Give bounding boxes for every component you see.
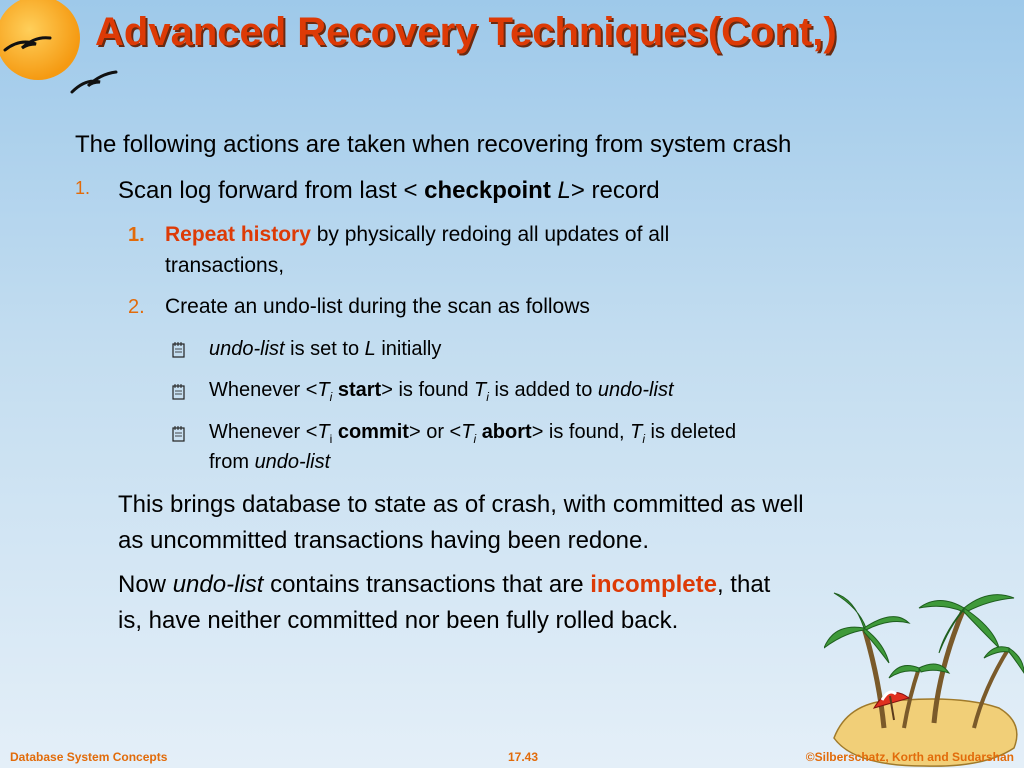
substep-1-text: Repeat history by physically redoing all updates of all bbox=[165, 223, 670, 246]
substep-1-marker: 1. bbox=[128, 224, 145, 246]
notepad-bullet-icon bbox=[172, 342, 186, 358]
bullet-start-found: Whenever $<T_i$ start> is found $T_i$ is added to undo-list bbox=[209, 379, 674, 404]
paragraph-state-line1: This brings database to state as of crash, with committed as well bbox=[118, 491, 804, 518]
bullet-undo-list-init: undo-list is set to L initially bbox=[209, 338, 442, 360]
slide-title: Advanced Recovery Techniques(Cont,) bbox=[95, 10, 837, 54]
bullet-commit-abort-found: Whenever $<T_i$ commit> or $<T_i$ abort> is found, $T_i$ is deleted bbox=[209, 421, 737, 446]
bullet-commit-abort-line2: from undo-list bbox=[209, 451, 331, 473]
step-1-text: Scan log forward from last < checkpoint L> record bbox=[118, 177, 660, 204]
paragraph-undo-list-line1: Now undo-list contains transactions that are incomplete, that bbox=[118, 571, 771, 598]
palm-island-icon bbox=[824, 588, 1024, 768]
footer-course-title: Database System Concepts bbox=[10, 750, 168, 764]
footer-copyright: ©Silberschatz, Korth and Sudarshan bbox=[805, 750, 1014, 764]
paragraph-state-line2: as uncommitted transactions having been redone. bbox=[118, 527, 649, 554]
substep-1-text-line2: transactions, bbox=[165, 254, 285, 277]
substep-2-marker: 2. bbox=[128, 296, 145, 318]
notepad-bullet-icon bbox=[172, 426, 186, 442]
paragraph-undo-list-line2: is, have neither committed nor been fully rolled back. bbox=[118, 607, 679, 634]
footer-page-number: 17.43 bbox=[508, 750, 539, 764]
intro-text: The following actions are taken when recovering from system crash bbox=[75, 131, 792, 158]
notepad-bullet-icon bbox=[172, 384, 186, 400]
substep-2-text: Create an undo-list during the scan as follows bbox=[165, 295, 590, 318]
step-1-marker: 1. bbox=[75, 178, 91, 198]
